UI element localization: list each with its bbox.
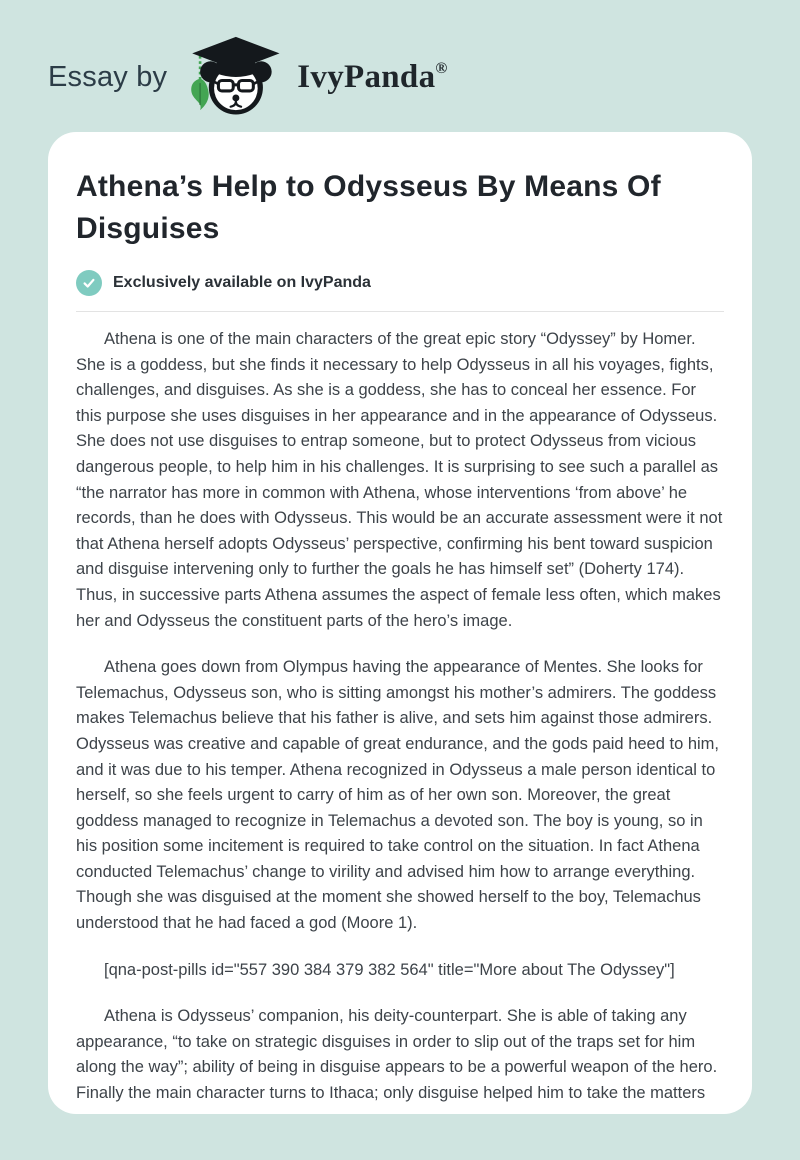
essay-paragraph: Athena is Odysseus’ companion, his deity-counterpart. She is able of taking any appearance, “to take on strategic disguises in order to slip out of the traps set for him along the way”; ability of being in disguise appears to be a powerful weapon of the hero. Finally the main character turns to Ithaca; only disguise helped him to take the matters [76, 1007, 718, 1103]
essay-card [48, 132, 752, 1114]
exclusive-note-label: Exclusively available on IvyPanda [113, 274, 371, 291]
registered-mark: ® [435, 59, 448, 77]
essay-by-label: Essay by [48, 60, 168, 93]
divider [76, 311, 724, 312]
essay-body [76, 327, 724, 1107]
exclusive-note-row [76, 270, 724, 296]
site-header [0, 0, 800, 120]
panda-graduate-logo-icon [185, 34, 285, 120]
brand-wordmark [297, 59, 447, 96]
essay-shortcode-line: [qna-post-pills id="557 390 384 379 382 564" title="More about The Odyssey"] [104, 960, 675, 979]
brand-name: IvyPanda [297, 58, 436, 95]
page-title: Athena’s Help to Odysseus By Means Of Disguises [76, 170, 661, 245]
check-circle-icon [76, 270, 102, 296]
essay-paragraph: Athena goes down from Olympus having the appearance of Mentes. She looks for Telemachus, Odysseus son, who is sitting amongst his mother’s admirers. The goddess makes Telemachus believe that his father is alive, and sets him against those admirers. Odysseus was creative and capable of great endurance, and the gods paid heed to him, and it was due to his temper. Athena recognized in Odysseus a male person identical to herself, so she feels urgent to carry of him as of her own son. Moreover, the great goddess managed to recognize in Telemachus a devoted son. The boy is young, so in his position some incitement is required to take control on the situation. In fact Athena conducted Telemachus’ change to virility and advised him how to arrange everything. Though she was disguised at the moment she showed herself to the boy, Telemachus understood that he had faced a god (Moore 1). [76, 658, 720, 933]
essay-paragraph: Athena is one of the main characters of the great epic story “Odyssey” by Homer. She is a goddess, but she finds it necessary to help Odysseus in all his voyages, fights, challenges, and disguises. As she is a goddess, she has to conceal her essence. For this purpose she uses disguises in her appearance and in the appearance of Odysseus. She does not use disguises to entrap someone, but to protect Odysseus from vicious dangerous people, to help him in his challenges. It is surprising to see such a parallel as “the narrator has more in common with Athena, whose interventions ‘from above’ he records, than he does with Odysseus. This would be an accurate assessment were it not that Athena herself adopts Odysseus’ perspective, confirming his bent toward suspicion and disguise intervening only to further the goals he has himself set” (Doherty 174). Thus, in successive parts Athena assumes the aspect of female less often, which makes her and Odysseus the constituent parts of the hero’s image. [76, 330, 723, 630]
